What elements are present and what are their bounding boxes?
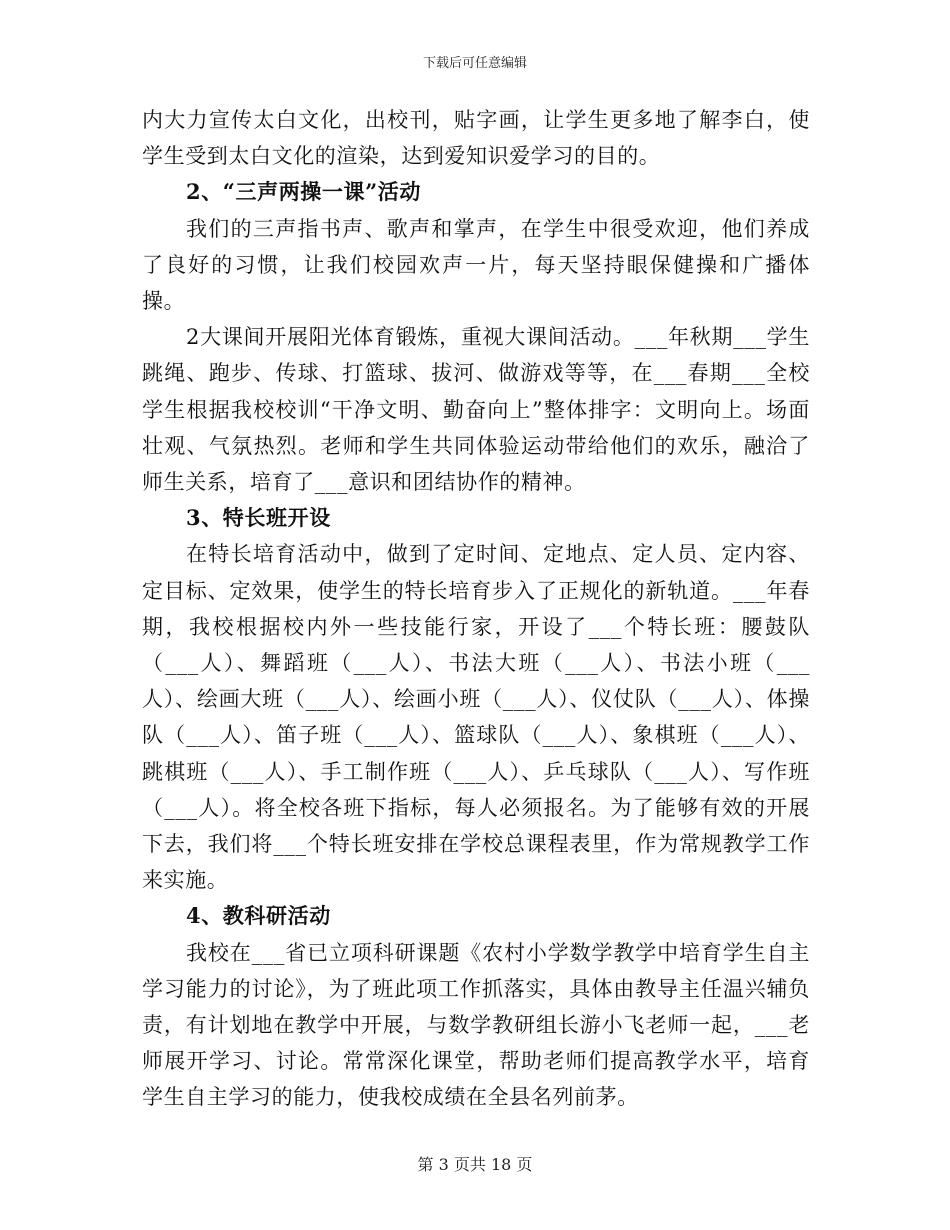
page-footer: 第 3 页共 18 页 (417, 1155, 533, 1174)
section-heading-activities: 2、“三声两操一课”活动 (186, 179, 421, 205)
paragraph-three-sounds: 我们的三声指书声、歌声和掌声，在学生中很受欢迎，他们养成了良好的习惯，让我们校园欢声一片，每天坚持眼保健操和广播体操。 (142, 216, 810, 314)
document-body (142, 102, 810, 1116)
section-heading-research: 4、教科研活动 (186, 903, 331, 929)
paragraph-sunshine-sports: 2大课间开展阳光体育锻炼，重视大课间活动。___年秋期___学生跳绳、跑步、传球、打篮球、拔河、做游戏等等，在___春期___全校学生根据我校校训“干净文明、勤奋向上”整体排字：文明向上。场面壮观、气氛热烈。老师和学生共同体验运动带给他们的欢乐，融洽了师生关系，培育了___意识和团结协作的精神。 (142, 325, 810, 495)
page-header: 下载后可任意编辑 (422, 56, 527, 71)
paragraph-specialty-classes: 在特长培育活动中，做到了定时间、定地点、定人员、定内容、定目标、定效果，使学生的特长培育步入了正规化的新轨道。___年春期，我校根据校内外一些技能行家，开设了___个特长班：腰鼓队（___人）、舞蹈班（___人）、书法大班（___人）、书法小班（___人）、绘画大班（___人）、绘画小班（___人）、仪仗队（___人）、体操队（___人）、笛子班（___人）、篮球队（___人）、象棋班（___人）、跳棋班（___人）、手工制作班（___人）、乒乓球队（___人）、写作班（___人）。将全校各班下指标，每人必须报名。为了能够有效的开展下去，我们将___个特长班安排在学校总课程表里，作为常规教学工作来实施。 (142, 542, 810, 893)
section-heading-specialty-classes: 3、特长班开设 (186, 505, 331, 531)
paragraph-intro-continued: 内大力宣传太白文化，出校刊，贴字画，让学生更多地了解李白，使学生受到太白文化的渲染，达到爱知识爱学习的目的。 (142, 108, 810, 169)
paragraph-research: 我校在___省已立项科研课题《农村小学数学教学中培育学生自主学习能力的讨论》，为了班此项工作抓落实，具体由教导主任温兴辅负责，有计划地在教学中开展，与数学教研组长游小飞老师一起，___老师展开学习、讨论。常常深化课堂，帮助老师们提高教学水平，培育学生自主学习的能力，使我校成绩在全县名列前茅。 (142, 940, 810, 1110)
